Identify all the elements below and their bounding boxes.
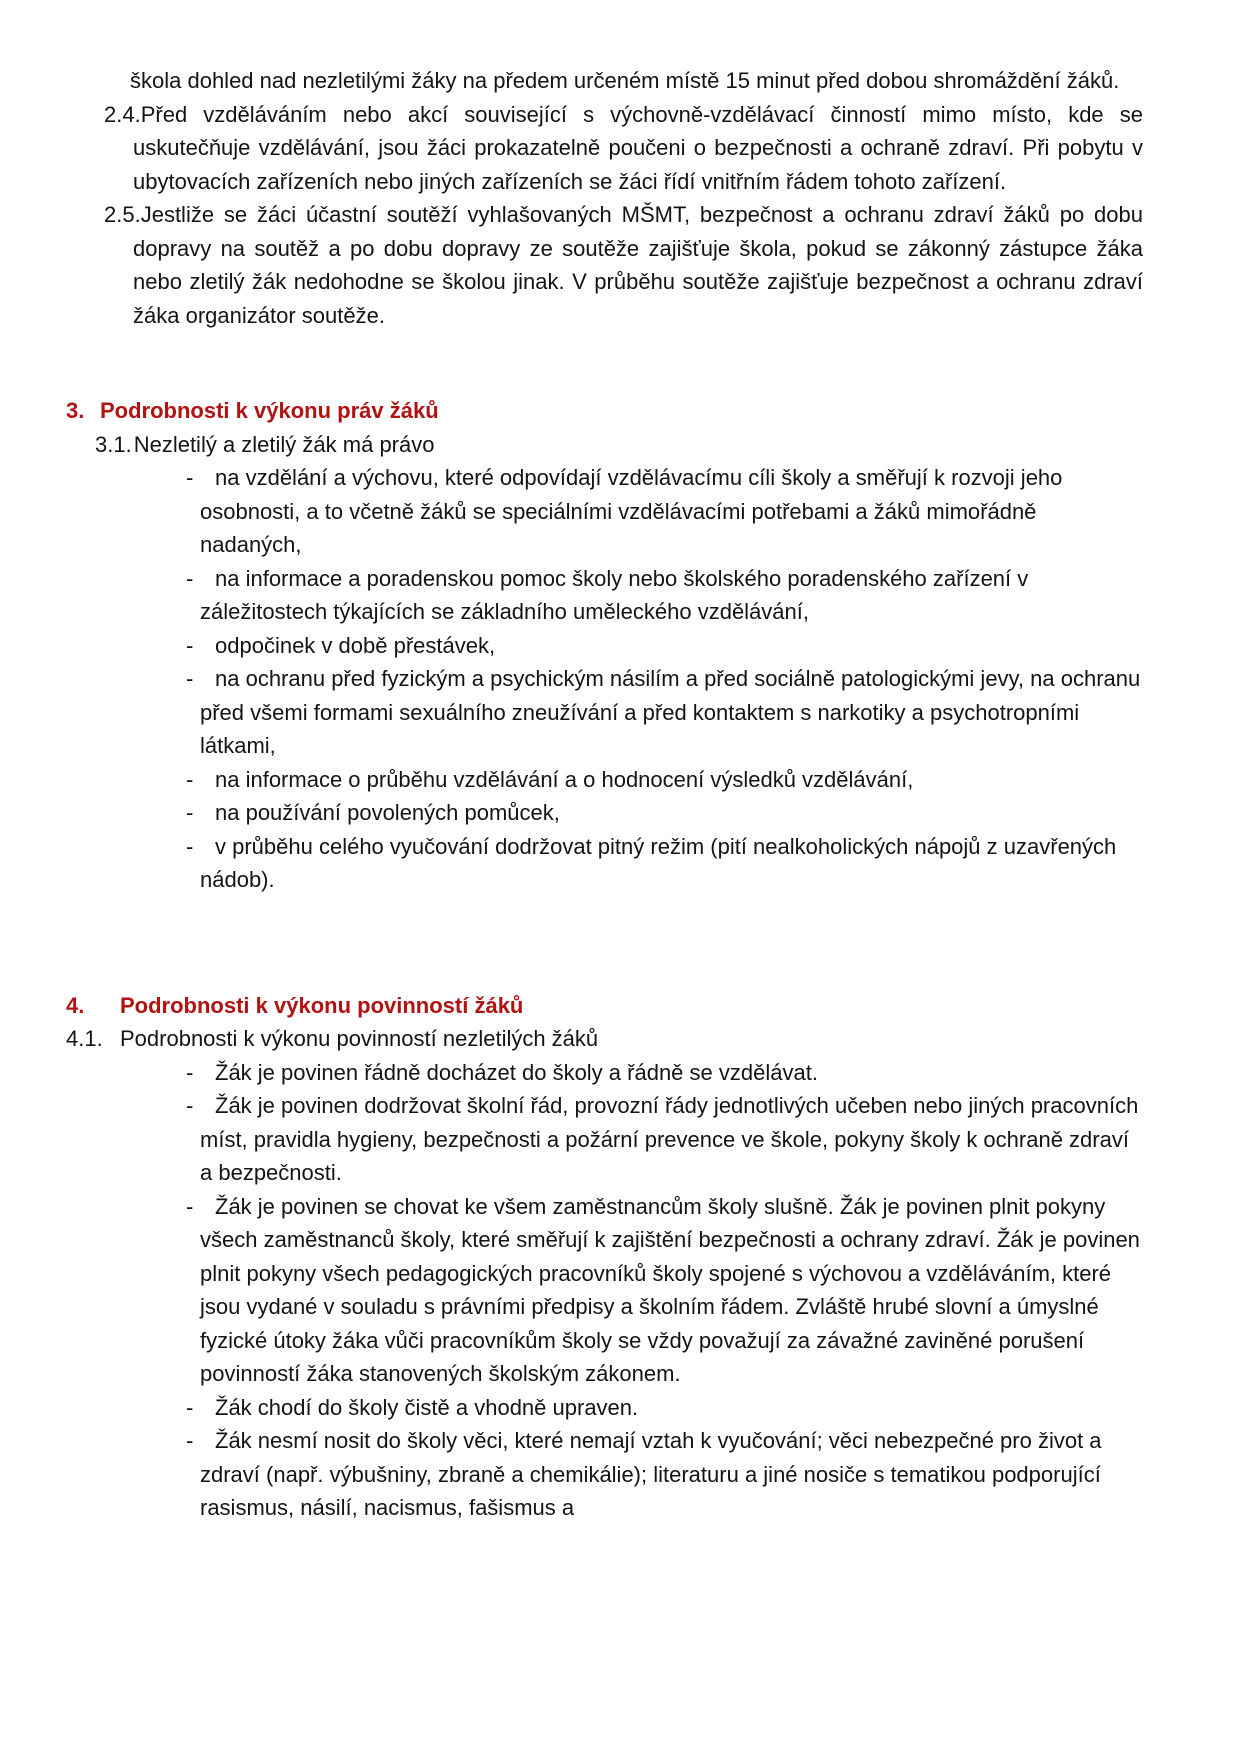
paragraph-text: Před vzděláváním nebo akcí související s výchovně-vzdělávací činností mimo místo, kde se uskutečňuje vzdělávání, jsou žáci prokazatelně poučeni o bezpečnosti a ochraně zdraví. Při pobytu v ubytovacích zařízeních nebo jiných zařízeních se žáci řídí vnitřním řádem tohoto zařízení. [133,101,1143,194]
bullet-item: - Žák je povinen řádně docházet do školy a řádně se vzdělávat. [66,1056,1143,1090]
paragraph-number: 2.5. [104,202,141,227]
section-4-heading [66,989,1143,1023]
numbered-paragraph [66,198,1143,332]
bullet-item: - odpočinek v době přestávek, [66,629,1143,663]
subsection-4-1-number: 4.1. [66,1026,103,1051]
bullet-item: - Žák je povinen se chovat ke všem zaměstnancům školy slušně. Žák je povinen plnit pokyny všech zaměstnanců školy, které směřují k zajištění bezpečnosti a ochrany zdraví. Žák je povinen plnit pokyny všech pedagogických pracovníků školy spojené s výchovou a vzděláváním, které jsou vydané v souladu s právními předpisy a školním řádem. Zvláště hrubé slovní a úmyslné fyzické útoky žáka vůči pracovníkům školy se vždy považují za závažné zaviněné porušení povinností žáka stanovených školským zákonem. [66,1190,1143,1391]
paragraph-text: Jestliže se žáci účastní soutěží vyhlašovaných MŠMT, bezpečnost a ochranu zdraví žáků po dobu dopravy na soutěž a po dobu dopravy ze soutěže zajišťuje škola, pokud se zákonný zástupce žáka nebo zletilý žák nedohodne se školou jinak. V průběhu soutěže zajišťuje bezpečnost a ochranu zdraví žáka organizátor soutěže. [133,202,1143,328]
numbered-paragraph-list [66,98,1143,333]
bullet-item: - Žák nesmí nosit do školy věci, které nemají vztah k vyučování; věci nebezpečné pro život a zdraví (např. výbušniny, zbraně a chemikálie); literaturu a jiné nosiče s tematikou podporující rasismus, násilí, nacismus, fašismus a [66,1424,1143,1525]
section-4-number: 4. [66,992,85,1018]
section-3-number: 3. [66,398,85,423]
bullet-item: - na informace o průběhu vzdělávání a o hodnocení výsledků vzdělávání, [66,763,1143,797]
bullet-item: - na vzdělání a výchovu, které odpovídají vzdělávacímu cíli školy a směřují k rozvoji jeho osobnosti, a to včetně žáků se speciálními vzdělávacími potřebami a žáků mimořádně nadaných, [66,461,1143,562]
paragraph-number: 2.4. [104,101,141,127]
section-4-bullet-list [66,1056,1143,1525]
numbered-paragraph [66,98,1143,199]
bullet-item: - v průběhu celého vyučování dodržovat pitný režim (pití nealkoholických nápojů z uzavřených nádob). [66,830,1143,897]
subsection-4-1 [66,1022,1143,1056]
section-3-heading [66,394,1143,428]
bullet-item: - na používání povolených pomůcek, [66,796,1143,830]
bullet-item: - na informace a poradenskou pomoc školy nebo školského poradenského zařízení v záležitostech týkajících se základního uměleckého vzdělávání, [66,562,1143,629]
subsection-3-1-text: Nezletilý a zletilý žák má právo [133,431,435,457]
paragraph-continuation: škola dohled nad nezletilými žáky na předem určeném místě 15 minut před dobou shromáždění žáků. [130,68,1120,93]
bullet-item: - na ochranu před fyzickým a psychickým násilím a před sociálně patologickými jevy, na ochranu před všemi formami sexuálního zneužívání a před kontaktem s narkotiky a psychotropními látkami, [66,662,1143,763]
bullet-item: - Žák chodí do školy čistě a vhodně upraven. [66,1391,1143,1425]
subsection-4-1-text: Podrobnosti k výkonu povinností nezletilých žáků [120,1026,599,1051]
subsection-3-1 [66,428,1143,462]
section-3-bullet-list [66,461,1143,897]
section-3-title: Podrobnosti k výkonu práv žáků [100,398,439,423]
bullet-item: - Žák je povinen dodržovat školní řád, provozní řády jednotlivých učeben nebo jiných pracovních míst, pravidla hygieny, bezpečnosti a požární prevence ve škole, pokyny školy k ochraně zdraví a bezpečnosti. [66,1089,1143,1190]
subsection-3-1-number: 3.1. [95,431,132,457]
section-4-title: Podrobnosti k výkonu povinností žáků [120,992,524,1018]
